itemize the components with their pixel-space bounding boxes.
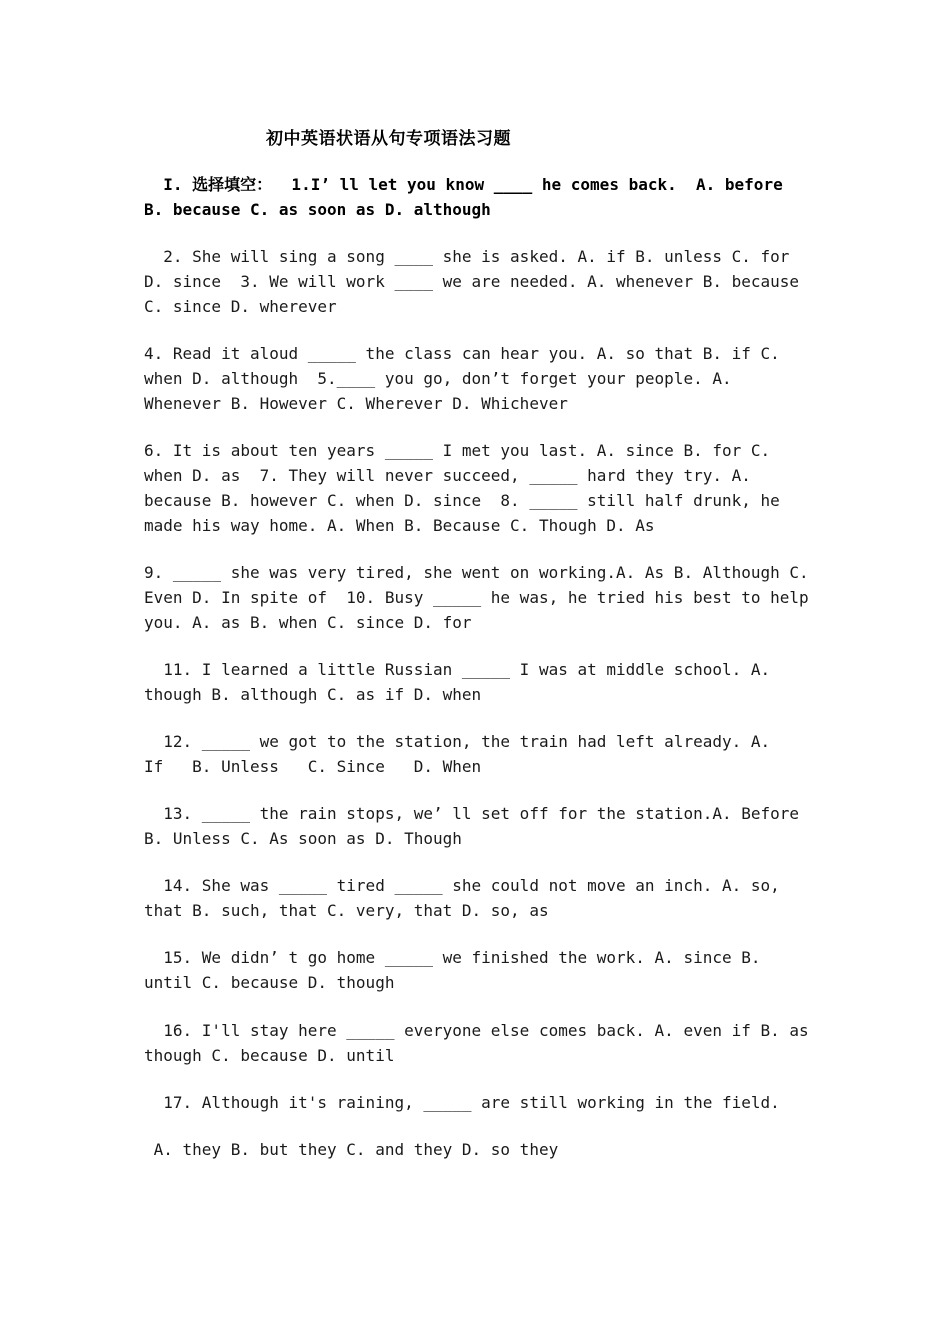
question-line: If B. Unless C. Since D. When: [144, 757, 482, 776]
question-line: until C. because D. though: [144, 973, 395, 992]
question-line: 13. _____ the rain stops, we’ ll set off for the station.A. Before: [144, 804, 800, 823]
question-line: though B. although C. as if D. when: [144, 685, 482, 704]
question-line: 11. I learned a little Russian _____ I was at middle school. A.: [144, 660, 771, 679]
question-line: because B. however C. when D. since 8. _____ still half drunk, he: [144, 491, 780, 510]
question-line: C. since D. wherever: [144, 297, 337, 316]
question-line: you. A. as B. when C. since D. for: [144, 613, 472, 632]
question-line: 6. It is about ten years _____ I met you last. A. since B. for C.: [144, 441, 771, 460]
question-line: D. since 3. We will work ____ we are needed. A. whenever B. because: [144, 272, 800, 291]
question-line: when D. although 5.____ you go, don’t forget your people. A.: [144, 369, 732, 388]
question-line: B. Unless C. As soon as D. Though: [144, 829, 462, 848]
question-line: 9. _____ she was very tired, she went on working.A. As B. Although C.: [144, 563, 809, 582]
question-line: 12. _____ we got to the station, the train had left already. A.: [144, 732, 771, 751]
page-title: 初中英语状语从句专项语法习题: [266, 129, 511, 149]
question-line: though C. because D. until: [144, 1046, 395, 1065]
question-line: when D. as 7. They will never succeed, _____ hard they try. A.: [144, 466, 751, 485]
question-line: made his way home. A. When B. Because C. Though D. As: [144, 516, 655, 535]
question-line: 4. Read it aloud _____ the class can hear you. A. so that B. if C.: [144, 344, 780, 363]
question-line: B. because C. as soon as D. although: [144, 200, 491, 219]
question-line: Whenever B. However C. Wherever D. Whichever: [144, 394, 568, 413]
question-line: 2. She will sing a song ____ she is asked. A. if B. unless C. for: [144, 247, 790, 266]
question-line: 17. Although it's raining, _____ are still working in the field.: [144, 1093, 780, 1112]
question-line: 16. I'll stay here _____ everyone else comes back. A. even if B. as: [144, 1021, 809, 1040]
question-line: Even D. In spite of 10. Busy _____ he was, he tried his best to help: [144, 588, 809, 607]
question-line: that B. such, that C. very, that D. so, as: [144, 901, 549, 920]
question-line: 14. She was _____ tired _____ she could not move an inch. A. so,: [144, 876, 780, 895]
question-line: 15. We didn’ t go home _____ we finished the work. A. since B.: [144, 948, 761, 967]
question-line: A. they B. but they C. and they D. so they: [144, 1140, 559, 1159]
question-line: I. 选择填空： 1.I’ ll let you know ____ he comes back. A. before: [144, 175, 783, 194]
